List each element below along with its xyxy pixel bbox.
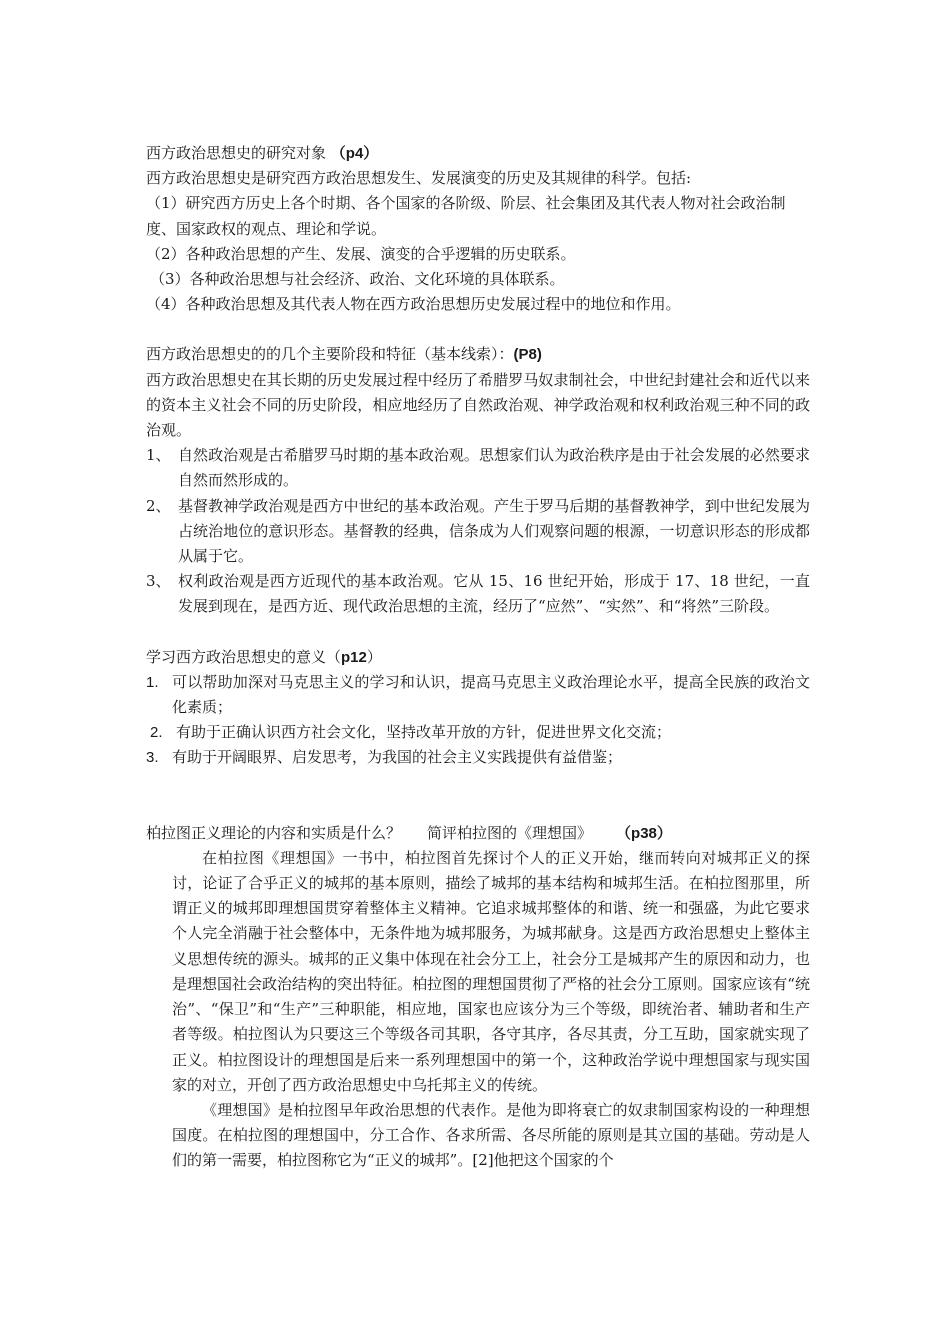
list-item [146,670,810,720]
list-number: 3、 [146,572,171,591]
list-item: （3）各种政治思想与社会经济、政治、文化环境的具体联系。 [150,270,565,289]
list-item: （1）研究西方历史上各个时期、各个国家的各阶级、阶层、社会集团及其代表人物对社会政治制度、国家政权的观点、理论和学说。 [146,194,786,238]
list-item-text: 基督教神学政治观是西方中世纪的基本政治观。产生于罗马后期的基督教神学，到中世纪发展为占统治地位的意识形态。基督教的经典，信条成为人们观察问题的根源，一切意识形态的形成都从属于它。 [178,496,810,566]
section-title [146,821,810,846]
body-text [146,846,810,1174]
list-item-text: 自然政治观是古希腊罗马时期的基本政治观。思想家们认为政治秩序是由于社会发展的必然要求自然而然形成的。 [178,446,810,490]
section-title-text: 西方政治思想史的研究对象 [146,144,327,162]
page-reference: (P8) [513,346,542,364]
section-plato-justice [146,821,810,1174]
page-reference: p12 [341,648,367,666]
list-item [146,494,810,570]
list-number: 1、 [146,446,171,465]
document-page [146,141,810,1174]
section-title-text: 西方政治思想史的的几个主要阶段和特征（基本线索）： [146,345,514,364]
section-intro: 西方政治思想史在其长期的历史发展过程中经历了希腊罗马奴隶制社会，中世纪封建社会和近代以来的资本主义社会不同的历史阶段，相应地经历了自然政治观、神学政治观和权利政治观三种不同的政治观。 [146,370,810,440]
page-reference: （p38） [616,824,672,842]
list-item [146,569,810,619]
list-item-text: 有助于开阔眼界、启发思考，为我国的社会主义实践提供有益借鉴； [172,748,623,767]
page-reference: （p4） [330,145,379,162]
list-number: 2. [150,724,163,742]
numbered-list [146,670,810,771]
section-intro: 西方政治思想史是研究西方政治思想发生、发展演变的历史及其规律的科学。包括: [146,169,692,188]
section-title [146,141,810,166]
section-title [146,645,810,670]
section-title-end: ） [366,647,382,666]
section-title [146,342,810,367]
list-number: 3. [146,749,159,767]
section-research-object [146,141,810,317]
question-text: 柏拉图正义理论的内容和实质是什么？ [146,823,402,842]
section-significance [146,645,810,771]
list-item [146,443,810,493]
list-item: （4）各种政治思想及其代表人物在西方政治思想历史发展过程中的地位和作用。 [146,295,681,314]
list-item-text: 有助于正确认识西方社会文化，坚持改革开放的方针，促进世界文化交流； [176,723,672,742]
subtitle-text: 简评柏拉图的《理想国》 [427,823,593,842]
numbered-list [146,443,810,619]
list-item-text: 可以帮助加深对马克思主义的学习和认识，提高马克思主义政治理论水平，提高全民族的政治文化素质； [172,672,810,717]
list-item [146,720,810,745]
list-item [146,745,810,770]
section-title-text: 学习西方政治思想史的意义（ [146,647,342,666]
paragraph: 在柏拉图《理想国》一书中，柏拉图首先探讨个人的正义开始，继而转向对城邦正义的探讨，论证了合乎正义的城邦的基本原则，描绘了城邦的基本结构和城邦生活。在柏拉图那里，所谓正义的城邦即理想国贯穿着整体主义精神。它追求城邦整体的和谐、统一和强盛，为此它要求个人完全消融于社会整体中，无条件地为城邦服务，为城邦献身。这是西方政治思想史上整体主义思想传统的源头。城邦的正义集中体现在社会分工上，社会分工是城邦产生的原因和动力，也是理想国社会政治结构的突出特征。柏拉图的理想国贯彻了严格的社会分工原则。国家应该有“统治”、“保卫”和“生产”三种职能，相应地，国家也应该分为三个等级，即统治者、辅助者和生产者等级。柏拉图认为只要这三个等级各司其职，各守其序，各尽其责，分工互助，国家就实现了正义。柏拉图设计的理想国是后来一系列理想国中的第一个，这种政治学说中理想国家与现实国家的对立，开创了西方政治思想史中乌托邦主义的传统。 [172,848,810,1094]
section-main-stages [146,342,810,619]
list-number: 2、 [146,496,171,515]
paragraph: 《理想国》是柏拉图早年政治思想的代表作。是他为即将衰亡的奴隶制国家构设的一种理想国度。在柏拉图的理想国中，分工合作、各求所需、各尽所能的原则是其立国的基础。劳动是人们的第一需要，柏拉图称它为“正义的城邦”。[2]他把这个国家的个 [172,1100,810,1170]
list-item-text: 权利政治观是西方近现代的基本政治观。它从 15、16 世纪开始，形成于 17、18 世纪，一直发展到现在，是西方近、现代政治思想的主流，经历了“应然”、“实然”、和“将然”三阶段。 [178,572,810,616]
list-item: （2）各种政治思想的产生、发展、演变的合乎逻辑的历史联系。 [146,244,576,263]
list-number: 1. [146,673,159,691]
